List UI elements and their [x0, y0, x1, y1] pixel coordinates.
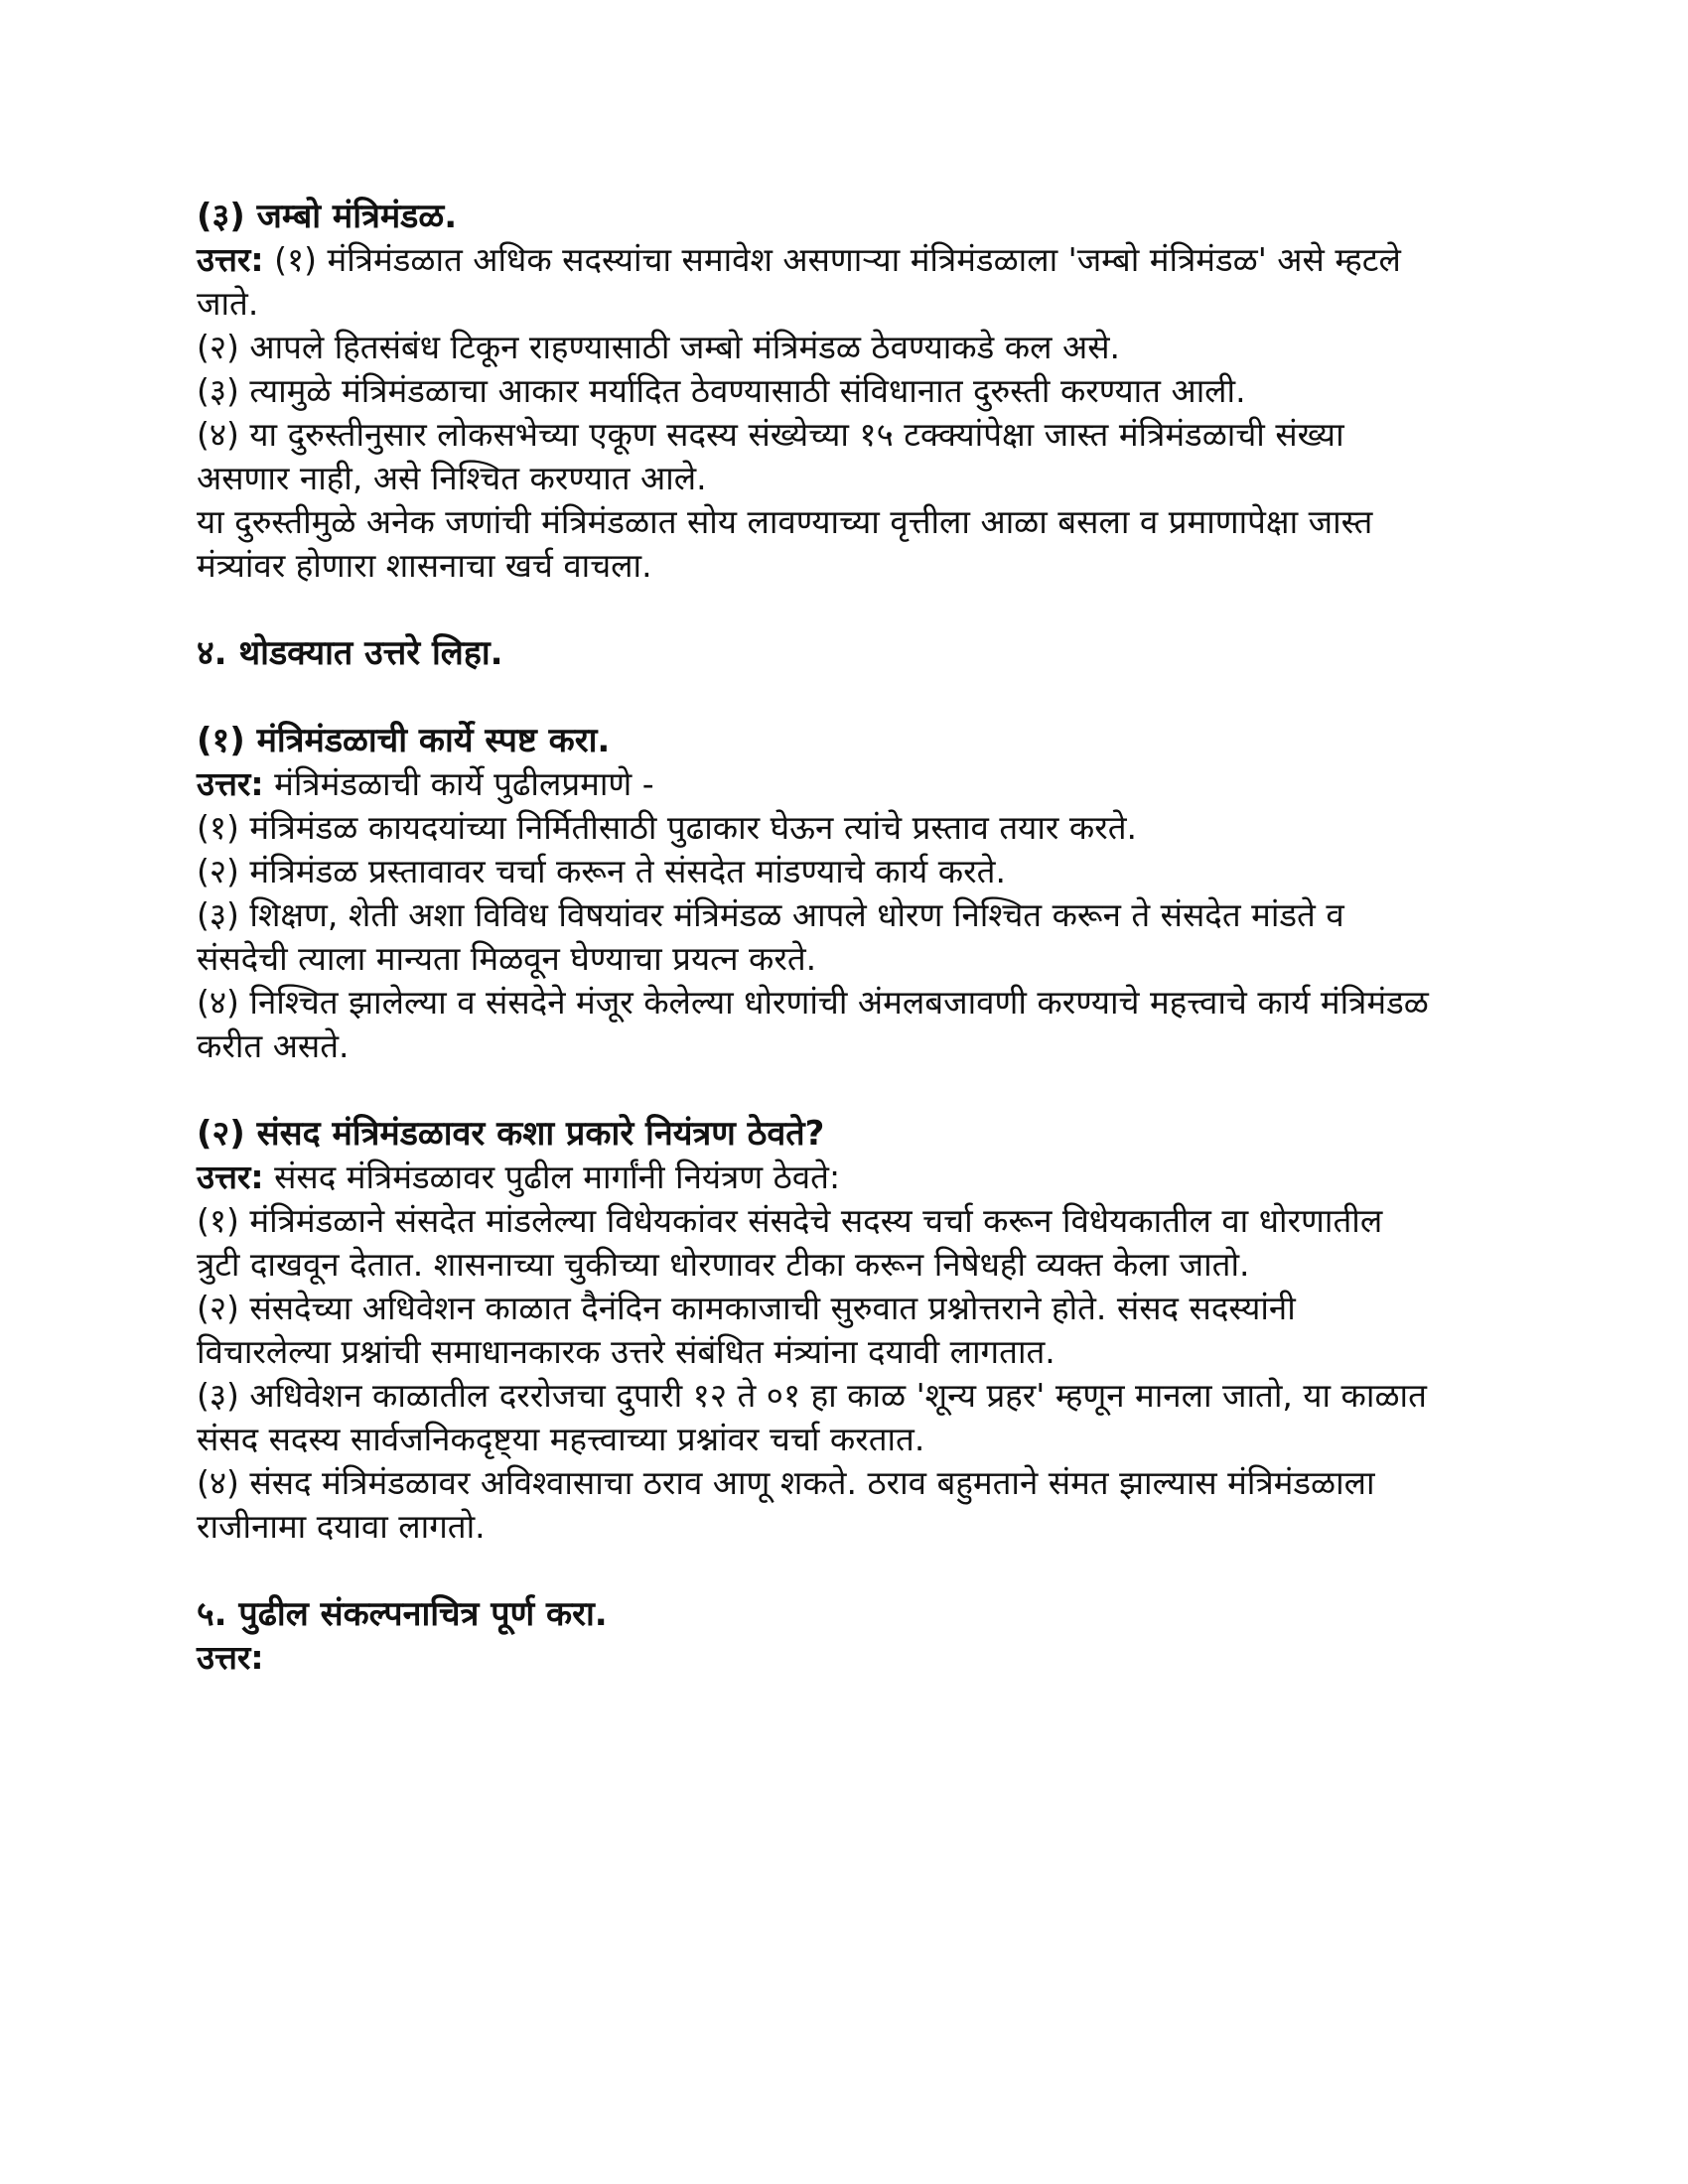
- answer-line: मंत्र्यांवर होणारा शासनाचा खर्च वाचला.: [197, 546, 652, 585]
- section-heading: ५. पुढील संकल्पनाचित्र पूर्ण करा.: [197, 1594, 608, 1634]
- answer-line: असणार नाही, असे निश्चित करण्यात आले.: [197, 459, 707, 497]
- answer-line: त्रुटी दाखवून देतात. शासनाच्या चुकीच्या धोरणावर टीका करून निषेधही व्यक्त केला जातो.: [197, 1245, 1250, 1284]
- answer-text: (१) मंत्रिमंडळात अधिक सदस्यांचा समावेश असणाऱ्या मंत्रिमंडळाला 'जम्बो मंत्रिमंडळ' असे म्हटले: [263, 240, 1401, 279]
- answer-label: उत्तर:: [197, 764, 264, 803]
- answer-line: (१) मंत्रिमंडळाने संसदेत मांडलेल्या विधेयकांवर संसदेचे सदस्य चर्चा करून विधेयकातील वा धोरणातील: [197, 1201, 1383, 1240]
- answer-line: करीत असते.: [197, 1026, 350, 1065]
- answer-line: संसदेची त्याला मान्यता मिळवून घेण्याचा प्रयत्न करते.: [197, 939, 817, 978]
- question-2-block: [197, 1112, 1507, 1549]
- jumbo-cabinet-block: [197, 195, 1507, 588]
- answer-line: (३) त्यामुळे मंत्रिमंडळाचा आकार मर्यादित ठेवण्यासाठी संविधानात दुरुस्ती करण्यात आली.: [197, 371, 1246, 410]
- question-title: (२) संसद मंत्रिमंडळावर कशा प्रकारे नियंत्रण ठेवते?: [197, 1114, 825, 1154]
- answer-text: मंत्रिमंडळाची कार्ये पुढीलप्रमाणे -: [263, 764, 654, 803]
- answer-line: राजीनामा दयावा लागतो.: [197, 1507, 486, 1546]
- answer-line: या दुरुस्तीमुळे अनेक जणांची मंत्रिमंडळात सोय लावण्याच्या वृत्तीला आळा बसला व प्रमाणापेक्षा जास्त: [197, 502, 1373, 541]
- answer-line: [197, 1156, 1507, 1199]
- answer-line: (३) शिक्षण, शेती अशा विविध विषयांवर मंत्रिमंडळ आपले धोरण निश्चित करून ते संसदेत मांडते व: [197, 895, 1344, 934]
- answer-line: (४) निश्चित झालेल्या व संसदेने मंजूर केलेल्या धोरणांची अंमलबजावणी करण्याचे महत्त्वाचे कार्य मंत्रिमंडळ: [197, 983, 1429, 1022]
- answer-line: [197, 238, 1507, 282]
- answer-line: (४) संसद मंत्रिमंडळावर अविश्वासाचा ठराव आणू शकते. ठराव बहुमताने संमत झाल्यास मंत्रिमंडळाला: [197, 1463, 1375, 1502]
- answer-line: (४) या दुरुस्तीनुसार लोकसभेच्या एकूण सदस्य संख्येच्या १५ टक्क्यांपेक्षा जास्त मंत्रिमंडळाची संख्या: [197, 415, 1344, 454]
- question-title: (३) जम्बो मंत्रिमंडळ.: [197, 197, 458, 236]
- answer-line: विचारलेल्या प्रश्नांची समाधानकारक उत्तरे संबंधित मंत्र्यांना दयावी लागतात.: [197, 1332, 1055, 1371]
- answer-text: संसद मंत्रिमंडळावर पुढील मार्गांनी नियंत्रण ठेवते:: [263, 1158, 841, 1196]
- question-title: (१) मंत्रिमंडळाची कार्ये स्पष्ट करा.: [197, 721, 611, 760]
- answer-label: उत्तर:: [197, 240, 264, 279]
- section-5-block: [197, 1592, 1507, 1680]
- answer-line: जाते.: [197, 284, 259, 323]
- answer-label: उत्तर:: [197, 1638, 264, 1677]
- answer-line: (२) आपले हितसंबंध टिकून राहण्यासाठी जम्बो मंत्रिमंडळ ठेवण्याकडे कल असे.: [197, 328, 1121, 366]
- question-1-block: [197, 719, 1507, 1068]
- answer-line: [197, 762, 1507, 806]
- answer-line: (२) मंत्रिमंडळ प्रस्तावावर चर्चा करून ते संसदेत मांडण्याचे कार्य करते.: [197, 852, 1006, 890]
- answer-line: (१) मंत्रिमंडळ कायदयांच्या निर्मितीसाठी पुढाकार घेऊन त्यांचे प्रस्ताव तयार करते.: [197, 808, 1138, 847]
- document-page: [197, 195, 1507, 1680]
- answer-line: (२) संसदेच्या अधिवेशन काळात दैनंदिन कामकाजाची सुरुवात प्रश्नोत्तराने होते. संसद सदस्यांनी: [197, 1289, 1296, 1327]
- answer-label: उत्तर:: [197, 1158, 264, 1196]
- answer-line: संसद सदस्य सार्वजनिकदृष्ट्या महत्त्वाच्या प्रश्नांवर चर्चा करतात.: [197, 1420, 925, 1458]
- answer-line: (३) अधिवेशन काळातील दररोजचा दुपारी १२ ते ०१ हा काळ 'शून्य प्रहर' म्हणून मानला जातो, या काळात: [197, 1376, 1427, 1415]
- section-heading: ४. थोडक्यात उत्तरे लिहा.: [197, 633, 503, 673]
